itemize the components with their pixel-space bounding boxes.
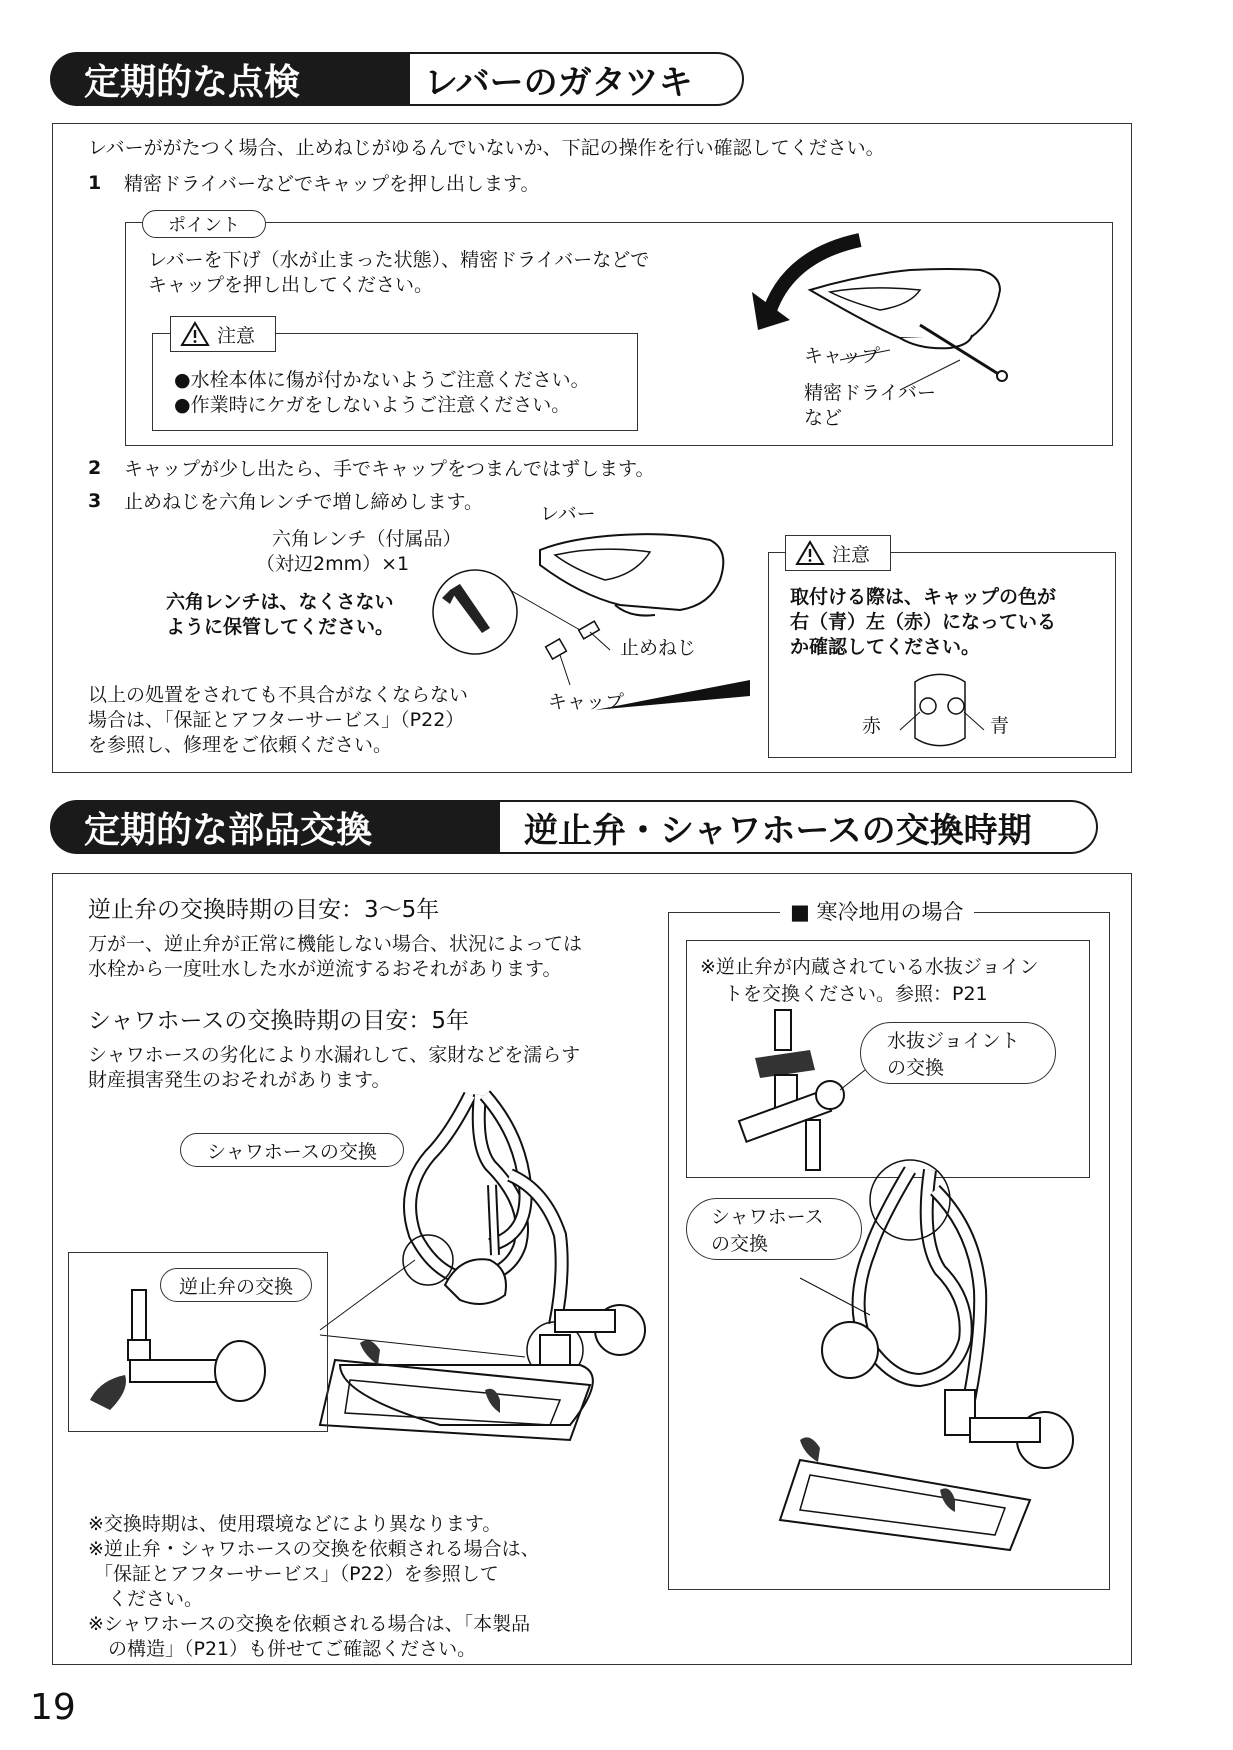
label-screw: 止めねじ — [620, 637, 697, 659]
section2-header — [50, 800, 500, 854]
warning-icon — [181, 322, 209, 346]
section2-title: 定期的な部品交換 — [84, 809, 373, 851]
label-driver-2: など — [804, 407, 843, 429]
caution2-line3: か確認してください。 — [790, 636, 981, 658]
note-2c: ください。 — [108, 1588, 204, 1610]
caution-label-2 — [785, 535, 891, 571]
step1-number: 1 — [88, 172, 102, 194]
check-valve-title: 逆止弁の交換時期の目安：3～5年 — [88, 897, 440, 923]
caution-label-text-1: 注意 — [217, 324, 256, 347]
point-text-2: キャップを押し出してください。 — [148, 274, 434, 296]
cold-region-title: ■ 寒冷地用の場合 — [780, 898, 974, 926]
trouble-2: 場合は、「保証とアフターサービス」（P22） — [88, 709, 465, 731]
joint-illustration — [720, 1010, 880, 1170]
step2-number: 2 — [88, 457, 102, 479]
label-cap: キャップ — [804, 345, 881, 367]
wrench-keep-1: 六角レンチは、なくさない — [166, 591, 394, 613]
hose-text-2: 財産損害発生のおそれがあります。 — [88, 1069, 391, 1091]
label-driver-1: 精密ドライバー — [804, 382, 937, 404]
intro-text: レバーががたつく場合、止めねじがゆるんでいないか、下記の操作を行い確認してください。 — [88, 137, 885, 159]
caution1-line1: ●水栓本体に傷が付かないようご注意ください。 — [174, 369, 590, 391]
section1-subtitle: レバーのガタツキ — [424, 62, 693, 103]
trouble-1: 以上の処置をされても不具合がなくならない — [88, 684, 469, 706]
pill-joint-replace: 水抜ジョイント の交換 — [860, 1022, 1056, 1084]
check-valve-text-1: 万が一、逆止弁が正常に機能しない場合、状況によっては — [88, 933, 583, 955]
note-2b: 「保証とアフターサービス」（P22）を参照して — [94, 1563, 499, 1585]
step3-number: 3 — [88, 490, 102, 512]
section1-title: 定期的な点検 — [84, 61, 301, 103]
caution1-line2: ●作業時にケガをしないようご注意ください。 — [174, 394, 571, 416]
note-3b: の構造」（P21）も併せてご確認ください。 — [108, 1638, 477, 1660]
trouble-3: を参照し、修理をご依頼ください。 — [88, 734, 393, 756]
pill-hose-replace: シャワホースの交換 — [180, 1133, 404, 1167]
warning-icon-2 — [796, 541, 824, 565]
hose-title: シャワホースの交換時期の目安：5年 — [88, 1008, 470, 1034]
step1-text: 精密ドライバーなどでキャップを押し出します。 — [124, 173, 540, 195]
label-red: 赤 — [862, 715, 882, 737]
page-number: 19 — [30, 1687, 76, 1728]
wrench-label-1: 六角レンチ（付属品） — [272, 528, 462, 550]
section1-subheader — [410, 52, 744, 106]
caution-label-text-2: 注意 — [832, 543, 871, 566]
caution2-line2: 右（青）左（赤）になっている — [790, 611, 1057, 633]
note-3a: ※シャワホースの交換を依頼される場合は、「本製品 — [88, 1613, 531, 1635]
section1-header — [50, 52, 410, 106]
cold-note-1: ※逆止弁が内蔵されている水抜ジョイン — [700, 956, 1039, 978]
cap-color-diagram — [860, 670, 1060, 750]
point-text-1: レバーを下げ（水が止まった状態）、精密ドライバーなどで — [148, 249, 650, 271]
section2-subheader — [500, 800, 1098, 854]
check-valve-text-2: 水栓から一度吐水した水が逆流するおそれがあります。 — [88, 958, 562, 980]
cold-faucet-illustration — [770, 1170, 1100, 1570]
hose-text-1: シャワホースの劣化により水漏れして、家財などを濡らす — [88, 1044, 581, 1066]
label-blue: 青 — [990, 715, 1010, 737]
wrench-label-2: （対辺2mm）×1 — [256, 553, 410, 575]
wrench-keep-2: ように保管してください。 — [166, 616, 395, 638]
label-lever: レバー — [540, 503, 596, 525]
pill-hose-replace-2: シャワホース の交換 — [686, 1198, 862, 1260]
section2-subtitle: 逆止弁・シャワホースの交換時期 — [524, 810, 1032, 851]
valve-illustration — [80, 1290, 320, 1420]
caution2-line1: 取付ける際は、キャップの色が — [790, 586, 1057, 608]
note-2a: ※逆止弁・シャワホースの交換を依頼される場合は、 — [88, 1538, 540, 1560]
caution-label-1 — [170, 316, 276, 352]
note-1: ※交換時期は、使用環境などにより異なります。 — [88, 1513, 502, 1535]
pill-valve-replace: 逆止弁の交換 — [160, 1268, 312, 1302]
point-label: ポイント — [142, 210, 266, 238]
cold-note-2: トを交換ください。参照：P21 — [724, 983, 988, 1005]
label-cap-2: キャップ — [548, 691, 625, 713]
step2-text: キャップが少し出たら、手でキャップをつまんではずします。 — [124, 458, 655, 480]
step3-text: 止めねじを六角レンチで増し締めします。 — [124, 491, 484, 513]
